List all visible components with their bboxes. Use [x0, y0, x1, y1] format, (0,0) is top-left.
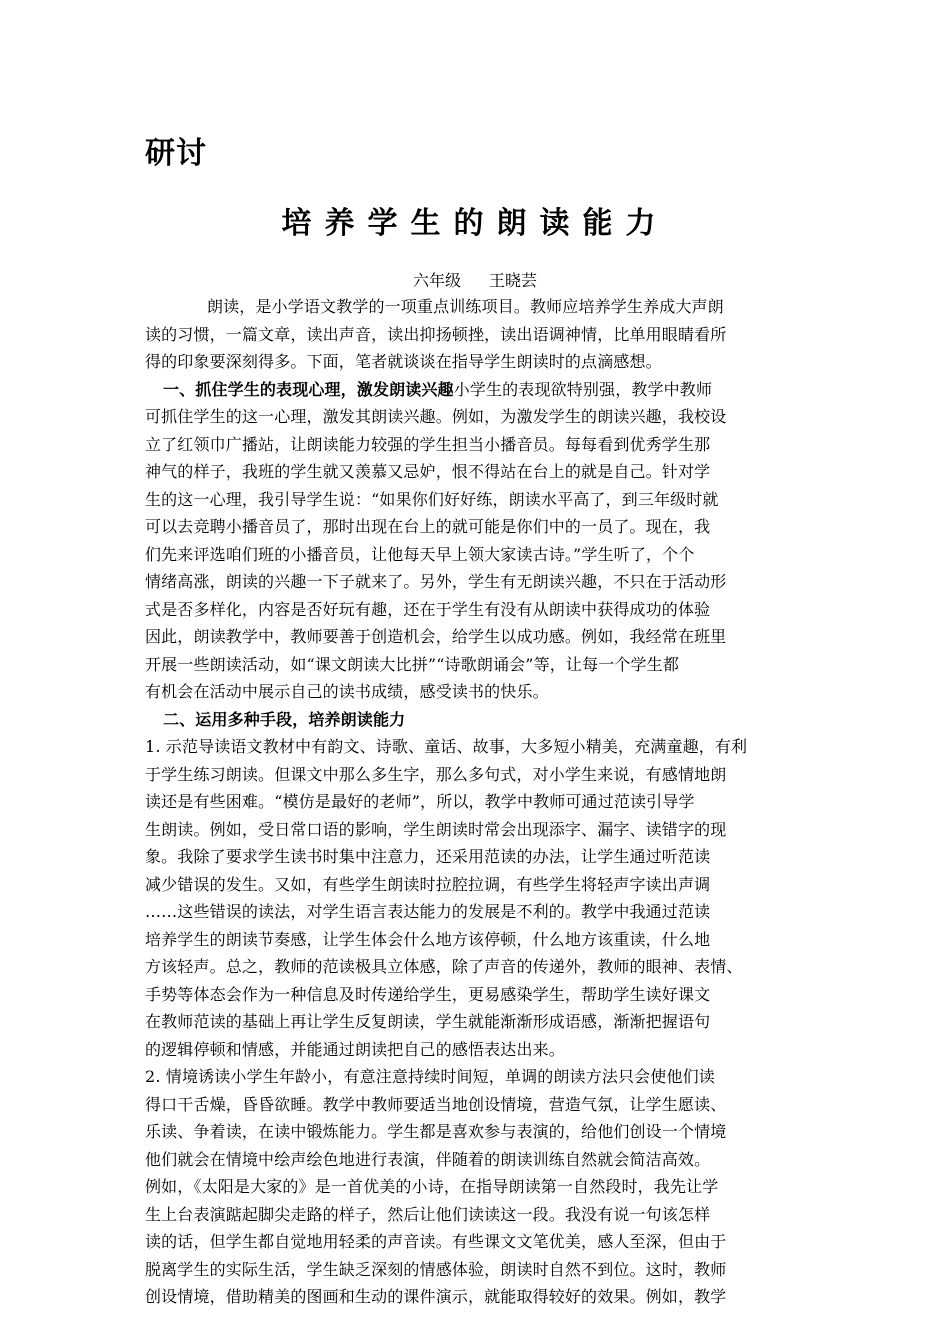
text-line: 培养学生的朗读节奏感，让学生体会什么地方该停顿，什么地方该重读，什么地	[145, 929, 711, 949]
section-2-heading-paragraph	[145, 706, 807, 734]
section-1-paragraph	[145, 376, 807, 706]
text-line: 乐读、争着读，在读中锻炼能力。学生都是喜欢参与表演的，给他们创设一个情境	[145, 1122, 727, 1141]
text-line: 可以去竞聘小播音员了，那时出现在台上的就可能是你们中的一员了。现在，我	[145, 517, 711, 536]
byline	[145, 269, 805, 293]
text-line: 脱离学生的实际生活，学生缺乏深刻的情感体验，朗读时自然不到位。这时，教师	[145, 1259, 727, 1279]
text-line: 得口干舌燥，昏昏欲睡。教学中教师要适当地创设情境，营造气氛，让学生愿读、	[145, 1094, 727, 1114]
text-line	[145, 376, 807, 404]
text-line: 可抓住学生的这一心理，激发其朗读兴趣。例如，为激发学生的朗读兴趣，我校设	[145, 407, 727, 426]
article-body	[145, 293, 807, 1311]
section-1-lead: 小学生的表现欲特别强，教学中教师	[453, 379, 713, 399]
text-line: 方该轻声。总之，教师的范读极具立体感，除了声音的传递外，教师的眼神、表情、	[145, 957, 743, 976]
text-line: 神气的样子，我班的学生就又羡慕又忌妒，恨不得站在台上的就是自己。针对学	[145, 462, 711, 481]
text-line: 生上台表演踮起脚尖走路的样子，然后让他们读读这一段。我没有说一句该怎样	[145, 1204, 711, 1224]
text-line: 2. 情境诱读小学生年龄小，有意注意持续时间短，单调的朗读方法只会使他们读	[145, 1067, 715, 1086]
text-line: 他们就会在情境中绘声绘色地进行表演，伴随着的朗读训练自然就会简洁高效。	[145, 1149, 711, 1169]
text-line: 们先来评选咱们班的小播音员，让他每天早上领大家读古诗。”学生听了，个个	[145, 544, 695, 564]
author-grade: 六年级	[412, 271, 461, 290]
section-2-item-1	[145, 733, 807, 1063]
text-line: 立了红领巾广播站，让朗读能力较强的学生担当小播音员。每每看到优秀学生那	[145, 434, 711, 454]
text-line: 于学生练习朗读。但课文中那么多生字，那么多句式，对小学生来说，有感情地朗	[145, 764, 727, 784]
section-1-heading: 一、抓住学生的表现心理，激发朗读兴趣	[163, 379, 454, 399]
text-line: 读的话，但学生都自觉地用轻柔的声音读。有些课文文笔优美，感人至深，但由于	[145, 1232, 727, 1251]
text-line: 得的印象要深刻得多。下面，笔者就谈谈在指导学生朗读时的点滴感想。	[145, 352, 662, 371]
text-line: 因此，朗读教学中，教师要善于创造机会，给学生以成功感。例如，我经常在班里	[145, 627, 727, 646]
text-line: 减少错误的发生。又如，有些学生朗读时拉腔拉调，有些学生将轻声字读出声调	[145, 874, 711, 894]
intro-paragraph	[145, 293, 807, 376]
text-line: 创设情境，借助精美的图画和生动的课件演示，就能取得较好的效果。例如，教学	[145, 1287, 727, 1306]
text-line: 生朗读。例如，受日常口语的影响，学生朗读时常会出现添字、漏字、读错字的现	[145, 819, 727, 839]
text-line: 的逻辑停顿和情感，并能通过朗读把自己的感悟表达出来。	[145, 1039, 565, 1059]
text-line: 朗读，是小学语文教学的一项重点训练项目。教师应培养学生养成大声朗	[207, 297, 724, 316]
text-line: ……这些错误的读法，对学生语言表达能力的发展是不利的。教学中我通过范读	[145, 902, 711, 921]
section-2-heading: 二、运用多种手段，培养朗读能力	[163, 709, 406, 729]
article-title: 培养学生的朗读能力	[281, 206, 669, 241]
text-line: 生的这一心理，我引导学生说：“如果你们好好练，朗读水平高了，到三年级时就	[145, 489, 719, 509]
text-line: 开展一些朗读活动，如“课文朗读大比拼”“诗歌朗诵会”等，让每一个学生都	[145, 654, 679, 674]
text-line: 在教师范读的基础上再让学生反复朗读，学生就能渐渐形成语感，渐渐把握语句	[145, 1012, 711, 1031]
text-line: 象。我除了要求学生读书时集中注意力，还采用范读的办法，让学生通过听范读	[145, 847, 711, 866]
text-line: 有机会在活动中展示自己的读书成绩，感受读书的快乐。	[145, 682, 549, 701]
text-line: 读的习惯，一篇文章，读出声音，读出抑扬顿挫，读出语调神情，比单用眼睛看所	[145, 324, 727, 344]
text-line: 例如，《太阳是大家的》是一首优美的小诗，在指导朗读第一自然段时，我先让学	[145, 1177, 719, 1196]
section-2-item-2	[145, 1063, 807, 1311]
author-name: 王晓芸	[489, 271, 538, 290]
text-line: 1. 示范导读语文教材中有韵文、诗歌、童话、故事，大多短小精美，充满童趣，有利	[145, 737, 748, 756]
text-line: 手势等体态会作为一种信息及时传递给学生，更易感染学生，帮助学生读好课文	[145, 984, 711, 1004]
text-line: 式是否多样化，内容是否好玩有趣，还在于学生有没有从朗读中获得成功的体验	[145, 599, 711, 619]
text-line: 读还是有些困难。“模仿是最好的老师”，所以，教学中教师可通过范读引导学	[145, 792, 695, 811]
text-line: 情绪高涨，朗读的兴趣一下子就来了。另外，学生有无朗读兴趣，不只在于活动形	[145, 572, 727, 591]
category-label: 研讨	[145, 136, 207, 171]
